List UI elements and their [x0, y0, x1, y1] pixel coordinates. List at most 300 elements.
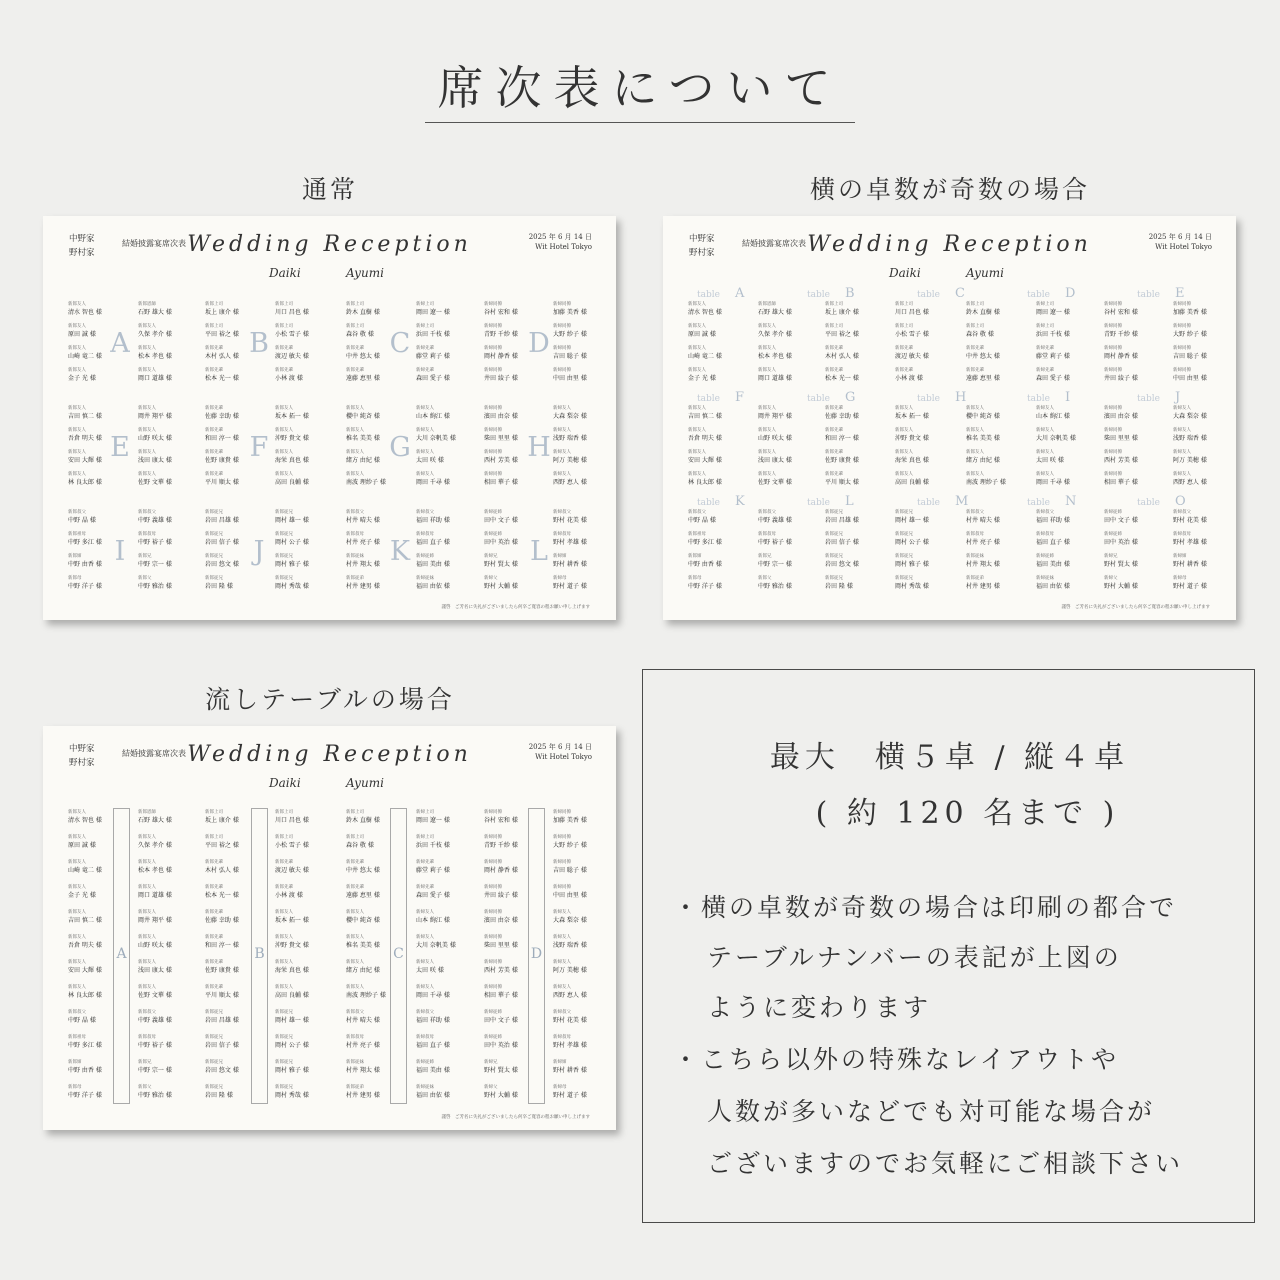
guest-entry — [138, 960, 202, 975]
guest-entry — [966, 324, 1030, 339]
guest-entry — [205, 368, 269, 383]
guest-relation: 新婦友人 — [553, 935, 571, 940]
guest-relation: 新婦従妹 — [1036, 576, 1054, 581]
guest-relation: 新婦友人 — [1036, 472, 1054, 477]
guest-entry — [346, 510, 410, 525]
guest-relation: 新郎友人 — [138, 472, 156, 477]
guest-name: 鈴木 直樹 様 — [966, 309, 1000, 316]
guest-relation: 新郎先輩 — [205, 368, 223, 373]
guest-name: 遠藤 恵里 様 — [346, 892, 380, 899]
guest-relation: 新婦叔母 — [553, 1035, 571, 1040]
guest-name: 佐藤 幸助 様 — [825, 413, 859, 420]
guest-relation: 新郎友人 — [966, 406, 984, 411]
guest-relation: 新郎友人 — [688, 406, 706, 411]
guest-relation: 新郎先輩 — [825, 346, 843, 351]
guest-entry — [1104, 302, 1168, 317]
guest-name: 野村 花美 様 — [553, 517, 587, 524]
guest-entry — [688, 406, 752, 421]
guest-name: 村井 翔太 様 — [346, 1067, 380, 1074]
guest-relation: 新婦同僚 — [484, 346, 502, 351]
guest-relation: 新郎友人 — [138, 324, 156, 329]
guest-name: 中野 宗一 様 — [138, 1067, 172, 1074]
guest-name: 岡田 千尋 様 — [1036, 479, 1070, 486]
guest-name: 野村 花美 様 — [553, 1017, 587, 1024]
guest-relation: 新郎友人 — [895, 406, 913, 411]
guest-relation: 新郎友人 — [68, 860, 86, 865]
guest-name: 小林 渡 様 — [895, 375, 923, 382]
guest-name: 中野 多江 様 — [688, 539, 722, 546]
guest-entry — [484, 935, 548, 950]
guest-relation: 新郎先輩 — [205, 406, 223, 411]
guest-entry — [553, 428, 616, 443]
guest-relation: 新郎従兄 — [895, 554, 913, 559]
guest-entry — [138, 1035, 202, 1050]
guest-relation: 新郎友人 — [966, 428, 984, 433]
guest-entry — [688, 368, 752, 383]
guest-name: 岩田 昌雄 様 — [205, 1017, 239, 1024]
guest-name: 村井 晴夫 様 — [966, 517, 1000, 524]
guest-name: 平田 裕之 様 — [205, 331, 239, 338]
note-line-6: ございますのでお気軽にご相談下さい — [707, 1149, 1184, 1178]
guest-relation: 新郎友人 — [138, 985, 156, 990]
guest-name: 浅田 康太 様 — [138, 967, 172, 974]
guest-entry — [758, 472, 822, 487]
guest-entry — [275, 1035, 339, 1050]
guest-relation: 新婦同僚 — [1104, 324, 1122, 329]
guest-relation: 新郎友人 — [138, 835, 156, 840]
guest-name: 岡田 遼一 様 — [416, 309, 450, 316]
chart-subtitle: 結婚披露宴席次表 — [122, 239, 186, 248]
guest-relation: 新郎友人 — [275, 910, 293, 915]
guest-relation: 新郎友人 — [68, 472, 86, 477]
guest-relation: 新郎父 — [138, 576, 152, 581]
guest-entry — [895, 324, 959, 339]
guest-name: 久保 孝介 様 — [138, 842, 172, 849]
guest-name: 岡口 道雄 様 — [138, 375, 172, 382]
guest-name: 野村 耕香 様 — [553, 561, 587, 568]
guest-name: 中野 晶 様 — [68, 517, 96, 524]
guest-entry — [416, 472, 480, 487]
guest-name: 岡口 道雄 様 — [138, 892, 172, 899]
guest-name: 福田 直子 様 — [416, 539, 450, 546]
guest-relation: 新婦先輩 — [1036, 368, 1054, 373]
footer-note: 謹啓 ご芳名に失礼がございましたら何卒ご寛容の程お願い申し上げます — [441, 605, 590, 610]
guest-entry — [1173, 554, 1236, 569]
guest-relation: 新婦友人 — [553, 960, 571, 965]
guest-entry — [895, 532, 959, 547]
table-word: table — [697, 394, 720, 404]
guest-name: 山野 咲太 様 — [138, 942, 172, 949]
guest-entry — [895, 428, 959, 443]
bride-name: Ayumi — [346, 266, 384, 280]
guest-entry — [484, 510, 548, 525]
guest-name: 久保 孝介 様 — [758, 331, 792, 338]
guest-relation: 新郎姉 — [68, 554, 82, 559]
guest-entry — [1104, 324, 1168, 339]
guest-name: 大森 梨奈 様 — [553, 413, 587, 420]
guest-relation: 新郎従弟 — [346, 1085, 364, 1090]
guest-relation: 新郎恩師 — [138, 810, 156, 815]
guest-name: 野村 道子 様 — [553, 1092, 587, 1099]
guest-relation: 新郎上司 — [966, 302, 984, 307]
guest-name: 山本 絢江 様 — [416, 413, 450, 420]
guest-relation: 新郎先輩 — [825, 368, 843, 373]
guest-name: 中田 由里 様 — [1173, 375, 1207, 382]
guest-entry — [205, 1035, 269, 1050]
guest-relation: 新郎友人 — [138, 428, 156, 433]
guest-name: 村井 晴夫 様 — [346, 517, 380, 524]
guest-relation: 新郎先輩 — [895, 368, 913, 373]
guest-name: 平川 順太 様 — [205, 479, 239, 486]
chart-subtitle: 結婚披露宴席次表 — [122, 749, 186, 758]
guest-entry — [275, 406, 339, 421]
guest-entry — [553, 346, 616, 361]
table-letter-e: E — [110, 432, 130, 463]
table-word: table — [697, 498, 720, 508]
guest-entry — [68, 910, 132, 925]
guest-entry — [1104, 532, 1168, 547]
guest-relation: 新郎上司 — [205, 810, 223, 815]
guest-name: 岡口 道雄 様 — [758, 375, 792, 382]
table-letter-h: H — [527, 432, 551, 463]
guest-relation: 新婦友人 — [553, 910, 571, 915]
guest-name: 渡辺 敏夫 様 — [895, 353, 929, 360]
guest-entry — [895, 450, 959, 465]
guest-relation: 新婦先輩 — [416, 346, 434, 351]
guest-relation: 新婦叔母 — [1173, 532, 1191, 537]
guest-name: 中野 義雄 様 — [758, 517, 792, 524]
guest-name: 鈴木 直樹 様 — [346, 817, 380, 824]
guest-relation: 新郎従兄 — [825, 554, 843, 559]
guest-entry — [1173, 428, 1236, 443]
guest-name: 坂本 拓一 様 — [275, 917, 309, 924]
table-letter-j: J — [1175, 390, 1181, 405]
guest-relation: 新郎友人 — [68, 406, 86, 411]
guest-name: 沖野 貴文 様 — [275, 435, 309, 442]
guest-relation: 新郎従兄 — [825, 532, 843, 537]
guest-relation: 新婦友人 — [1173, 406, 1191, 411]
guest-entry — [275, 910, 339, 925]
guest-name: 中野 宗一 様 — [758, 561, 792, 568]
guest-entry — [895, 576, 959, 591]
footer-note: 謹啓 ご芳名に失礼がございましたら何卒ご寛容の程お願い申し上げます — [1061, 605, 1210, 610]
guest-relation: 新郎先輩 — [205, 960, 223, 965]
guest-entry — [205, 985, 269, 1000]
guest-relation: 新郎先輩 — [205, 885, 223, 890]
seating-chart-long-table — [43, 726, 616, 1130]
guest-relation: 新郎友人 — [966, 472, 984, 477]
guest-relation: 新婦叔母 — [553, 532, 571, 537]
guest-relation: 新婦同僚 — [484, 885, 502, 890]
guest-name: 岩田 悠文 様 — [825, 561, 859, 568]
guest-entry — [138, 935, 202, 950]
guest-name: 南波 理紗子 様 — [346, 992, 386, 999]
guest-name: 佐野 文華 様 — [138, 479, 172, 486]
guest-relation: 新郎友人 — [275, 406, 293, 411]
guest-entry — [1173, 450, 1236, 465]
guest-entry — [484, 302, 548, 317]
table-letter-l: L — [845, 494, 854, 509]
guest-relation: 新婦同僚 — [1173, 302, 1191, 307]
guest-name: 福田 由依 様 — [416, 1092, 450, 1099]
guest-relation: 新婦先輩 — [416, 368, 434, 373]
table-letter-c: C — [389, 328, 411, 359]
guest-relation: 新郎従兄 — [275, 510, 293, 515]
table-word: table — [1027, 498, 1050, 508]
guest-name: 浅田 康太 様 — [138, 457, 172, 464]
groom-family: 中野家 — [69, 234, 95, 244]
guest-entry — [275, 510, 339, 525]
guest-relation: 新婦同僚 — [484, 324, 502, 329]
guest-relation: 新婦上司 — [416, 810, 434, 815]
guest-relation: 新郎友人 — [346, 472, 364, 477]
guest-name: 和田 淳一 様 — [205, 942, 239, 949]
guest-entry — [966, 472, 1030, 487]
guest-relation: 新婦先輩 — [416, 860, 434, 865]
guest-name: 森田 愛子 様 — [416, 892, 450, 899]
guest-relation: 新郎友人 — [138, 860, 156, 865]
guest-relation: 新郎兄 — [138, 554, 152, 559]
guest-relation: 新婦従妹 — [416, 1085, 434, 1090]
guest-name: 佐藤 幸助 様 — [205, 917, 239, 924]
guest-entry — [275, 324, 339, 339]
guest-name: 中野 晶 様 — [688, 517, 716, 524]
guest-relation: 新婦兄 — [484, 554, 498, 559]
guest-relation: 新婦同僚 — [553, 324, 571, 329]
date-venue — [529, 742, 592, 762]
guest-relation: 新婦友人 — [553, 428, 571, 433]
guest-relation: 新郎叔父 — [138, 1010, 156, 1015]
guest-entry — [553, 835, 616, 850]
guest-name: 小松 雪子 様 — [275, 842, 309, 849]
guest-relation: 新婦友人 — [416, 935, 434, 940]
guest-entry — [346, 302, 410, 317]
guest-name: 椎名 美美 様 — [346, 942, 380, 949]
guest-name: 岡村 公子 様 — [275, 539, 309, 546]
guest-relation: 新郎友人 — [758, 368, 776, 373]
guest-entry — [484, 1010, 548, 1025]
section-label-odd: 横の卓数が奇数の場合 — [809, 175, 1090, 204]
guest-relation: 新郎友人 — [138, 368, 156, 373]
guest-name: 村井 晴夫 様 — [346, 1017, 380, 1024]
date-venue — [1149, 232, 1212, 252]
guest-relation: 新婦叔父 — [1036, 510, 1054, 515]
guest-relation: 新郎先輩 — [346, 368, 364, 373]
guest-relation: 新婦上司 — [416, 324, 434, 329]
guest-relation: 新郎祖母 — [688, 532, 706, 537]
guest-entry — [68, 810, 132, 825]
guest-name: 川口 昌也 様 — [895, 309, 929, 316]
guest-name: 岡田 遼一 様 — [416, 817, 450, 824]
table-word: table — [917, 394, 940, 404]
guest-entry — [346, 1010, 410, 1025]
guest-relation: 新婦同僚 — [553, 885, 571, 890]
guest-entry — [553, 406, 616, 421]
guest-name: 山野 咲太 様 — [138, 435, 172, 442]
table-letter-o: O — [1175, 494, 1186, 509]
guest-entry — [895, 510, 959, 525]
guest-name: 岩田 隆 様 — [205, 583, 233, 590]
guest-entry — [346, 576, 410, 591]
guest-entry — [275, 860, 339, 875]
guest-relation: 新郎友人 — [966, 450, 984, 455]
guest-entry — [895, 302, 959, 317]
guest-relation: 新郎従妹 — [966, 554, 984, 559]
guest-name: 林 良太郎 様 — [68, 992, 102, 999]
guest-name: 小林 渡 様 — [275, 892, 303, 899]
guest-entry — [346, 835, 410, 850]
guest-name: 中井 悠太 様 — [966, 353, 1000, 360]
guest-relation: 新婦同僚 — [484, 302, 502, 307]
guest-name: 岡村 雅子 様 — [895, 561, 929, 568]
guest-name: 松本 孝也 様 — [138, 353, 172, 360]
guest-entry — [553, 532, 616, 547]
guest-entry — [138, 450, 202, 465]
guest-entry — [275, 1010, 339, 1025]
guest-relation: 新郎友人 — [275, 472, 293, 477]
guest-entry — [416, 532, 480, 547]
guest-entry — [138, 910, 202, 925]
guest-relation: 新婦同僚 — [484, 960, 502, 965]
guest-entry — [553, 885, 616, 900]
guest-entry — [825, 302, 889, 317]
guest-name: 原田 誠 様 — [68, 331, 96, 338]
guest-name: 福田 祥助 様 — [1036, 517, 1070, 524]
guest-name: 山本 絢江 様 — [416, 917, 450, 924]
guest-relation: 新郎叔母 — [138, 1035, 156, 1040]
guest-entry — [758, 406, 822, 421]
guest-name: 緒方 由紀 様 — [966, 457, 1000, 464]
note-line-3: ように変わります — [707, 993, 932, 1022]
guest-relation: 新郎姉 — [68, 1060, 82, 1065]
guest-name: 櫻中 純斉 様 — [346, 917, 380, 924]
page-title: 席次表について — [437, 61, 843, 115]
table-letter-j: J — [253, 536, 265, 567]
guest-relation: 新郎従兄 — [895, 576, 913, 581]
guest-name: 坂本 拓一 様 — [895, 413, 929, 420]
guest-relation: 新婦同僚 — [484, 985, 502, 990]
guest-entry — [484, 960, 548, 975]
guest-name: 原田 誠 様 — [688, 331, 716, 338]
guest-entry — [1104, 472, 1168, 487]
guest-relation: 新郎友人 — [346, 960, 364, 965]
guest-entry — [346, 960, 410, 975]
guest-entry — [205, 406, 269, 421]
guest-relation: 新郎友人 — [758, 450, 776, 455]
guest-relation: 新郎従兄 — [895, 510, 913, 515]
guest-entry — [138, 472, 202, 487]
guest-name: 相田 華子 様 — [484, 479, 518, 486]
guest-entry — [68, 368, 132, 383]
guest-relation: 新婦同僚 — [553, 860, 571, 865]
guest-relation: 新婦友人 — [1036, 428, 1054, 433]
guest-entry — [1173, 368, 1236, 383]
guest-entry — [1104, 576, 1168, 591]
guest-name: 和田 淳一 様 — [825, 435, 859, 442]
guest-name: 太田 咲 様 — [1036, 457, 1064, 464]
guest-name: 加藤 美香 様 — [553, 817, 587, 824]
guest-entry — [553, 302, 616, 317]
guest-entry — [138, 428, 202, 443]
wedding-date: 2025 年 6 月 14 日 — [528, 233, 592, 241]
bride-name: Ayumi — [346, 776, 384, 790]
guest-relation: 新婦同僚 — [484, 910, 502, 915]
guest-entry — [1173, 324, 1236, 339]
guest-name: 岩田 信子 様 — [205, 539, 239, 546]
guest-relation: 新婦同僚 — [553, 810, 571, 815]
guest-relation: 新郎友人 — [275, 450, 293, 455]
guest-entry — [275, 835, 339, 850]
guest-name: 吉田 聡子 様 — [553, 867, 587, 874]
guest-name: 佐野 康貴 様 — [205, 457, 239, 464]
guest-name: 沖野 貴文 様 — [895, 435, 929, 442]
guest-entry — [895, 472, 959, 487]
table-letter-b: B — [249, 328, 269, 359]
guest-name: 川口 昌也 様 — [275, 817, 309, 824]
guest-name: 岡村 雅子 様 — [275, 1067, 309, 1074]
guest-entry — [1036, 472, 1100, 487]
guest-entry — [1036, 554, 1100, 569]
script-title: Wedding Reception — [807, 232, 1092, 257]
guest-relation: 新郎恩師 — [138, 302, 156, 307]
guest-name: 岩田 昌雄 様 — [205, 517, 239, 524]
guest-relation: 新郎上司 — [825, 302, 843, 307]
guest-relation: 新郎従妹 — [346, 1060, 364, 1065]
script-title: Wedding Reception — [187, 742, 472, 767]
guest-entry — [825, 554, 889, 569]
guest-entry — [416, 576, 480, 591]
guest-name: 石野 雄大 様 — [758, 309, 792, 316]
note-line-4: ・こちら以外の特殊なレイアウトや — [673, 1045, 1120, 1074]
guest-relation: 新郎友人 — [895, 450, 913, 455]
guest-name: 谷村 宏和 様 — [484, 817, 518, 824]
guest-entry — [1036, 428, 1100, 443]
groom-name: Daiki — [269, 266, 301, 280]
guest-entry — [346, 368, 410, 383]
guest-entry — [416, 910, 480, 925]
guest-relation: 新婦叔父 — [416, 1010, 434, 1015]
table-word: table — [917, 290, 940, 300]
guest-relation: 新婦友人 — [1173, 428, 1191, 433]
guest-relation: 新郎叔父 — [758, 510, 776, 515]
guest-relation: 新郎兄 — [758, 554, 772, 559]
guest-entry — [484, 1085, 548, 1100]
guest-name: 和田 淳一 様 — [205, 435, 239, 442]
guest-relation: 新郎従兄 — [275, 532, 293, 537]
table-letter-m: M — [955, 494, 969, 509]
guest-entry — [275, 554, 339, 569]
guest-relation: 新郎友人 — [688, 428, 706, 433]
guest-name: 山崎 竜二 様 — [688, 353, 722, 360]
guest-entry — [758, 554, 822, 569]
guest-entry — [275, 985, 339, 1000]
guest-name: 鈴木 直樹 様 — [346, 309, 380, 316]
guest-name: 柴田 里里 様 — [1104, 435, 1138, 442]
guest-name: 南波 理紗子 様 — [346, 479, 386, 486]
guest-name: 中野 裕子 様 — [758, 539, 792, 546]
guest-relation: 新婦叔父 — [416, 510, 434, 515]
guest-relation: 新婦父 — [484, 576, 498, 581]
guest-entry — [895, 368, 959, 383]
guest-relation: 新婦従妹 — [416, 576, 434, 581]
guest-name: 谷村 宏和 様 — [1104, 309, 1138, 316]
guest-relation: 新郎友人 — [758, 324, 776, 329]
guest-relation: 新婦同僚 — [1104, 428, 1122, 433]
guest-name: 坂上 康介 様 — [205, 309, 239, 316]
guest-name: 岩田 信子 様 — [825, 539, 859, 546]
guest-entry — [416, 835, 480, 850]
guest-entry — [688, 510, 752, 525]
